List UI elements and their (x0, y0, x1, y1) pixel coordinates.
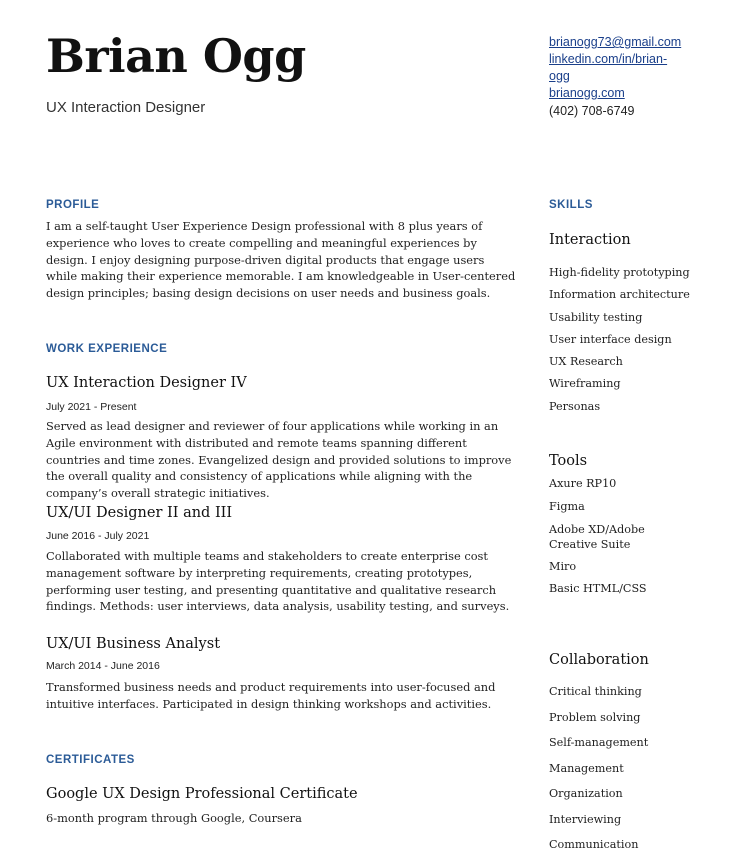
skill-item: Figma (549, 500, 585, 513)
skill-item: Information architecture (549, 288, 690, 302)
job-dates: June 2016 - July 2021 (46, 530, 150, 542)
job-title: UX/UI Designer II and III (46, 505, 233, 521)
skill-item: Basic HTML/CSS (549, 582, 647, 595)
skill-item: Miro (549, 560, 577, 573)
job-description: Served as lead designer and reviewer of four applications while working in an Agile environment with distributed and remote teams spanning different countries and time zones. Evangelized design and provided solutions to improve the overall quality and consistency of applications while aligning with the company’s overall strategic initiatives. (46, 419, 512, 501)
skill-item: Interviewing (549, 812, 622, 826)
job-dates: March 2014 - June 2016 (46, 660, 160, 672)
certificate-name: Google UX Design Professional Certificate (46, 786, 358, 802)
skill-item: Communication (549, 838, 639, 851)
linkedin-link-line1: linkedin.com/in/brian- (549, 52, 668, 66)
job-dates: July 2021 - Present (46, 401, 137, 413)
skill-item: User interface design (549, 332, 672, 346)
job-description: Transformed business needs and product requirements into user-focused and intuitive interfaces. Participated in design thinking workshops and activities. (46, 680, 496, 711)
skill-item: Management (549, 761, 624, 775)
skill-list-collaboration (549, 679, 648, 858)
candidate-name: Brian Ogg (46, 29, 306, 83)
profile-text: I am a self-taught User Experience Design professional with 8 plus years of experience who loves to create compelling and meaningful experiences by design. I enjoy designing purpose-driven digital products that engage users while making their experience memorable. I am knowledgeable in User-centered design principles; basing design decisions on user needs and business goals. (46, 219, 516, 301)
skill-item: Critical thinking (549, 685, 642, 698)
skill-item: Self-management (549, 736, 649, 749)
skill-item: Problem solving (549, 710, 641, 724)
skill-item: High-fidelity prototyping (549, 266, 690, 279)
job-description: Collaborated with multiple teams and stakeholders to create enterprise cost management software by interpreting requirements, creating prototypes, performing user testing, and presenting quantitative and qualitative research findings. Methods: user interviews, data analysis, usability testing, and surveys. (46, 549, 510, 614)
certificate-detail: 6-month program through Google, Coursera (46, 811, 302, 825)
linkedin-link[interactable] (549, 51, 689, 85)
phone-number: (402) 708-6749 (549, 104, 635, 118)
job-title: UX Interaction Designer IV (46, 375, 247, 391)
skill-group-title: Tools (549, 453, 588, 469)
job-title: UX/UI Business Analyst (46, 636, 221, 652)
skill-item: Adobe XD/Adobe Creative Suite (549, 523, 645, 551)
skill-item: Personas (549, 399, 601, 413)
skill-group-title: Interaction (549, 232, 631, 248)
skills-heading: SKILLS (549, 199, 593, 211)
email-link[interactable]: brianogg73@gmail.com (549, 35, 682, 49)
skill-list-interaction (549, 262, 690, 418)
skill-item: Axure RP10 (549, 477, 617, 490)
skill-list-tools (549, 476, 684, 596)
skill-group-title: Collaboration (549, 652, 649, 668)
skill-item: UX Research (549, 355, 623, 369)
skill-item: Usability testing (549, 310, 643, 324)
contact-block (549, 34, 689, 120)
skill-item: Organization (549, 787, 623, 800)
work-experience-heading: WORK EXPERIENCE (46, 343, 168, 355)
profile-heading: PROFILE (46, 199, 100, 211)
candidate-role: UX Interaction Designer (46, 99, 206, 116)
certificates-heading: CERTIFICATES (46, 754, 135, 766)
skill-item: Wireframing (549, 377, 621, 391)
linkedin-link-line2: ogg (549, 69, 570, 83)
website-link[interactable]: brianogg.com (549, 86, 625, 100)
